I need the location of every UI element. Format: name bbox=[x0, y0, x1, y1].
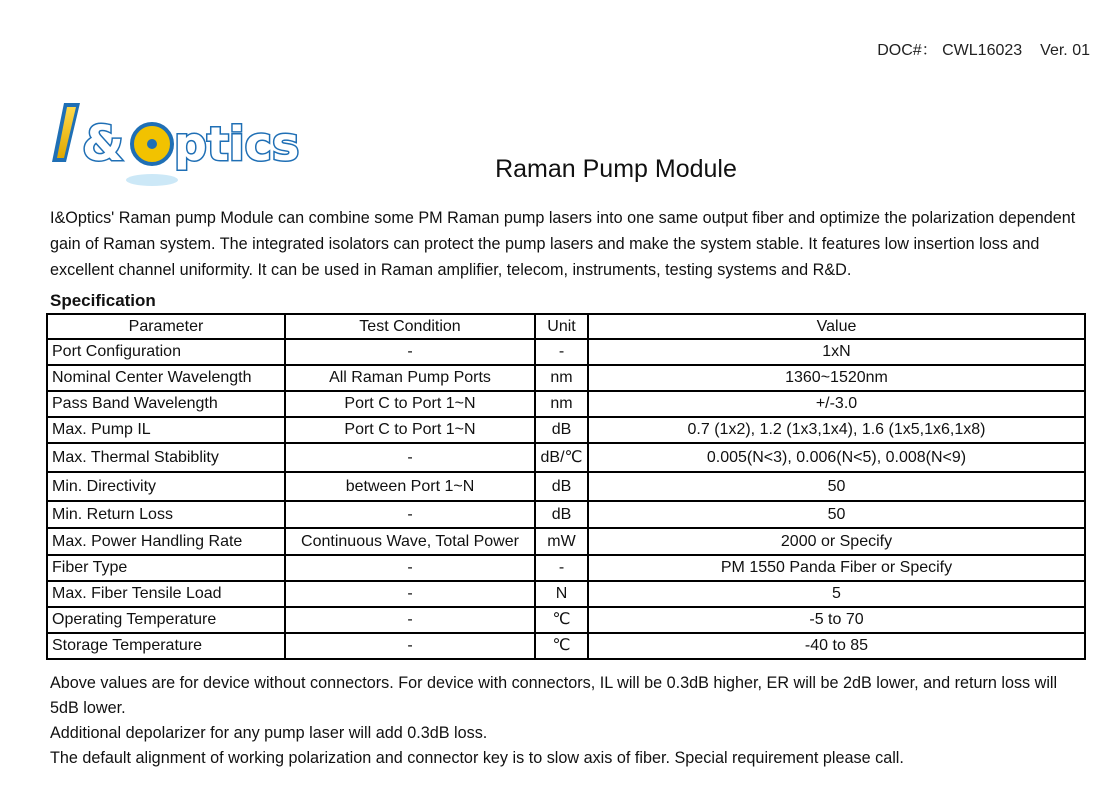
svg-text:ptics: ptics bbox=[174, 117, 300, 171]
value-cell: 5 bbox=[588, 581, 1085, 607]
parameter-cell: Port Configuration bbox=[47, 339, 285, 365]
unit-cell: nm bbox=[535, 365, 588, 391]
svg-text:&: & bbox=[82, 116, 124, 172]
unit-cell: nm bbox=[535, 391, 588, 417]
unit-cell: dB bbox=[535, 417, 588, 443]
intro-paragraph: I&Optics' Raman pump Module can combine some PM Raman pump lasers into one same output fiber and optimize the polarization dependent gain of Raman system. The integrated isolators can protect the pump lasers and make the system stable. It features low insertion loss and excellent channel uniformity. It can be used in Raman amplifier, telecom, instruments, testing systems and R&D. bbox=[50, 209, 1076, 279]
parameter-cell: Storage Temperature bbox=[47, 633, 285, 659]
value-cell: 1360~1520nm bbox=[588, 365, 1085, 391]
page-title: Raman Pump Module bbox=[495, 155, 737, 183]
table-row bbox=[47, 339, 1085, 365]
column-header-test-condition: Test Condition bbox=[285, 314, 535, 339]
column-header-parameter: Parameter bbox=[47, 314, 285, 339]
table-row bbox=[47, 607, 1085, 633]
parameter-cell: Min. Return Loss bbox=[47, 501, 285, 528]
table-row bbox=[47, 417, 1085, 443]
unit-cell: dB bbox=[535, 472, 588, 501]
notes bbox=[50, 671, 1080, 771]
table-header-row bbox=[47, 314, 1085, 339]
table-row bbox=[47, 501, 1085, 528]
parameter-cell: Min. Directivity bbox=[47, 472, 285, 501]
value-cell: 0.7 (1x2), 1.2 (1x3,1x4), 1.6 (1x5,1x6,1x8) bbox=[588, 417, 1085, 443]
unit-cell: N bbox=[535, 581, 588, 607]
table-row bbox=[47, 391, 1085, 417]
test-condition-cell: - bbox=[285, 633, 535, 659]
spec-heading: Specification bbox=[50, 291, 156, 310]
value-cell: PM 1550 Panda Fiber or Specify bbox=[588, 555, 1085, 581]
table-row bbox=[47, 365, 1085, 391]
test-condition-cell: - bbox=[285, 581, 535, 607]
note-depolarizer: Additional depolarizer for any pump laser will add 0.3dB loss. bbox=[50, 724, 488, 742]
test-condition-cell: - bbox=[285, 501, 535, 528]
value-cell: -40 to 85 bbox=[588, 633, 1085, 659]
unit-cell: ℃ bbox=[535, 607, 588, 633]
test-condition-cell: between Port 1~N bbox=[285, 472, 535, 501]
unit-cell: ℃ bbox=[535, 633, 588, 659]
table-row bbox=[47, 581, 1085, 607]
parameter-cell: Max. Power Handling Rate bbox=[47, 528, 285, 555]
unit-cell: dB/℃ bbox=[535, 443, 588, 472]
note-connectors: Above values are for device without connectors. For device with connectors, IL will be 0.3dB higher, ER will be 2dB lower, and return loss will 5dB lower. bbox=[50, 674, 1058, 717]
document-header bbox=[877, 37, 1090, 60]
doc-version: Ver. 01 bbox=[1040, 42, 1090, 59]
value-cell: 2000 or Specify bbox=[588, 528, 1085, 555]
table-row bbox=[47, 555, 1085, 581]
value-cell: 50 bbox=[588, 501, 1085, 528]
parameter-cell: Operating Temperature bbox=[47, 607, 285, 633]
table-row bbox=[47, 633, 1085, 659]
test-condition-cell: Continuous Wave, Total Power bbox=[285, 528, 535, 555]
unit-cell: - bbox=[535, 555, 588, 581]
spec-table bbox=[46, 313, 1086, 660]
parameter-cell: Max. Pump IL bbox=[47, 417, 285, 443]
value-cell: 1xN bbox=[588, 339, 1085, 365]
table-row bbox=[47, 472, 1085, 501]
table-row bbox=[47, 528, 1085, 555]
unit-cell: dB bbox=[535, 501, 588, 528]
parameter-cell: Nominal Center Wavelength bbox=[47, 365, 285, 391]
doc-number: DOC#： CWL16023 bbox=[877, 42, 1023, 59]
table-row bbox=[47, 443, 1085, 472]
test-condition-cell: - bbox=[285, 555, 535, 581]
value-cell: 0.005(N<3), 0.006(N<5), 0.008(N<9) bbox=[588, 443, 1085, 472]
test-condition-cell: - bbox=[285, 607, 535, 633]
value-cell: 50 bbox=[588, 472, 1085, 501]
value-cell: -5 to 70 bbox=[588, 607, 1085, 633]
test-condition-cell: Port C to Port 1~N bbox=[285, 391, 535, 417]
test-condition-cell: - bbox=[285, 339, 535, 365]
parameter-cell: Max. Fiber Tensile Load bbox=[47, 581, 285, 607]
parameter-cell: Pass Band Wavelength bbox=[47, 391, 285, 417]
parameter-cell: Fiber Type bbox=[47, 555, 285, 581]
parameter-cell: Max. Thermal Stabiblity bbox=[47, 443, 285, 472]
column-header-unit: Unit bbox=[535, 314, 588, 339]
value-cell: +/-3.0 bbox=[588, 391, 1085, 417]
column-header-value: Value bbox=[588, 314, 1085, 339]
test-condition-cell: All Raman Pump Ports bbox=[285, 365, 535, 391]
test-condition-cell: Port C to Port 1~N bbox=[285, 417, 535, 443]
note-alignment: The default alignment of working polarization and connector key is to slow axis of fiber. Special requirement please call. bbox=[50, 749, 904, 767]
unit-cell: - bbox=[535, 339, 588, 365]
test-condition-cell: - bbox=[285, 443, 535, 472]
unit-cell: mW bbox=[535, 528, 588, 555]
